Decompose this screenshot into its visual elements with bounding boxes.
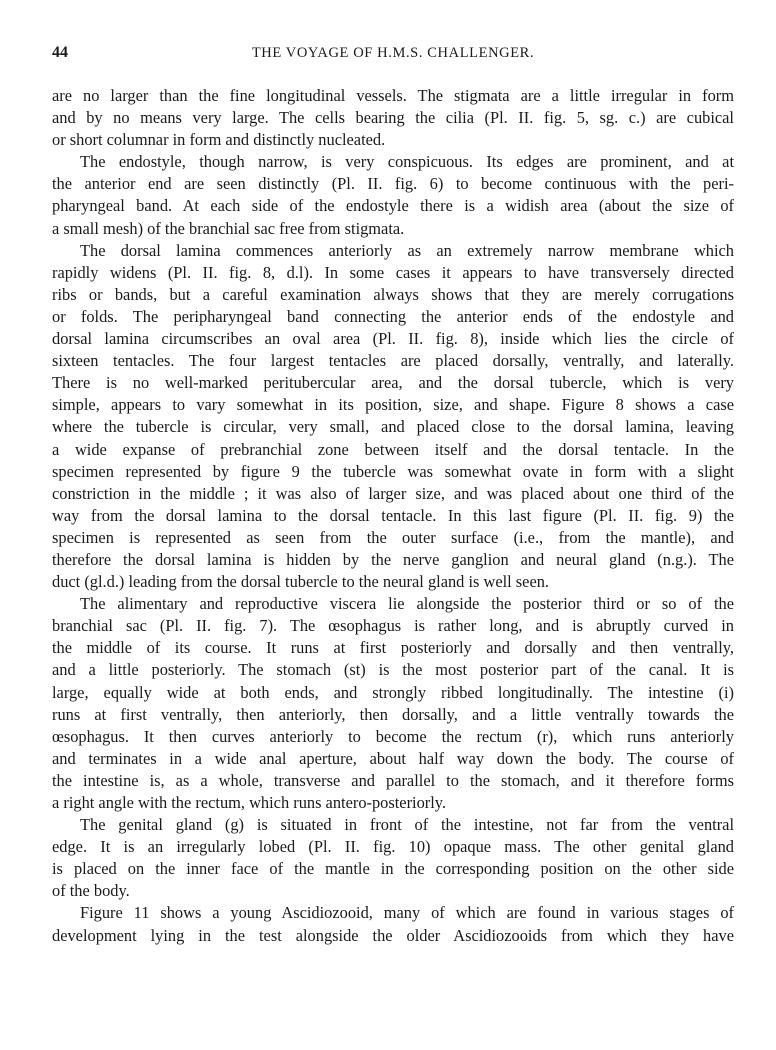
text-line: specimen represented by figure 9 the tubercle was somewhat ovate in form with a slight [52,461,734,481]
text-line: dorsal lamina circumscribes an oval area (Pl. II. fig. 8), inside which lies the circle of [52,329,734,349]
text-line: the intestine is, as a whole, transverse and parallel to the stomach, and it therefore forms [52,770,734,790]
text-line: and terminates in a wide anal aperture, about half way down the body. The course of [52,748,734,768]
text-line: a right angle with the rectum, which runs antero-posteriorly. [52,793,447,812]
page-header [52,42,734,64]
paragraph [52,814,734,902]
text-line: specimen is represented as seen from the outer surface (i.e., from the mantle), and [52,527,734,547]
body-text [52,85,734,947]
text-line: rapidly widens (Pl. II. fig. 8, d.l). In some cases it appears to have transversely directed [52,262,734,282]
text-line: sixteen tentacles. The four largest tentacles are placed dorsally, ventrally, and laterally. [52,351,734,371]
text-line: or short columnar in form and distinctly nucleated. [52,130,386,150]
text-line: way from the dorsal lamina to the dorsal tentacle. In this last figure (Pl. II. fig. 9) the [52,505,734,525]
paragraph [52,902,734,946]
paragraph [52,593,734,814]
text-line: large, equally wide at both ends, and strongly ribbed longitudinally. The intestine (i) [52,682,734,702]
text-line: and a little posteriorly. The stomach (st) is the most posterior part of the canal. It is [52,660,734,680]
text-line: of the body. [52,881,130,901]
text-line: and by no means very large. The cells bearing the cilia (Pl. II. fig. 5, sg. c.) are cubical [52,108,734,128]
running-title: THE VOYAGE OF H.M.S. CHALLENGER. [251,45,535,61]
page-number: 44 [52,44,68,61]
text-line: The alimentary and reproductive viscera lie alongside the posterior third or so of the [80,594,734,614]
text-line: edge. It is an irregularly lobed (Pl. II. fig. 10) opaque mass. The other genital gland [52,837,734,857]
text-line: constriction in the middle ; it was also of larger size, and was placed about one third of the [52,483,734,503]
text-line: simple, appears to vary somewhat in its position, size, and shape. Figure 8 shows a case [52,395,734,415]
text-line: The endostyle, though narrow, is very conspicuous. Its edges are prominent, and at [80,152,734,172]
text-line: the anterior end are seen distinctly (Pl. II. fig. 6) to become continuous with the peri- [52,174,734,194]
text-line: œsophagus. It then curves anteriorly to become the rectum (r), which runs anteriorly [52,726,734,746]
text-line: a small mesh) of the branchial sac free from stigmata. [52,218,405,238]
text-line: runs at first ventrally, then anteriorly, then dorsally, and a little ventrally towards the [52,704,734,724]
text-line: Figure 11 shows a young Ascidiozooid, many of which are found in various stages of [80,903,734,923]
text-line: ribs or bands, but a careful examination always shows that they are merely corrugations [52,284,734,304]
text-line: are no larger than the fine longitudinal vessels. The stigmata are a little irregular in form [52,86,734,105]
text-line: the middle of its course. It runs at first posteriorly and dorsally and then ventrally, [52,638,734,658]
text-line: branchial sac (Pl. II. fig. 7). The œsophagus is rather long, and is abruptly curved in [52,616,734,636]
text-line: pharyngeal band. At each side of the endostyle there is a widish area (about the size of [52,196,734,216]
text-line: a wide expanse of prebranchial zone between itself and the dorsal tentacle. In the [52,439,734,459]
text-line: The dorsal lamina commences anteriorly as an extremely narrow membrane which [80,240,734,260]
text-line: The genital gland (g) is situated in front of the intestine, not far from the ventral [80,815,734,835]
text-line: therefore the dorsal lamina is hidden by the nerve ganglion and neural gland (n.g.). The [52,549,734,569]
text-line: is placed on the inner face of the mantle in the corresponding position on the other side [52,859,734,879]
text-line: duct (gl.d.) leading from the dorsal tubercle to the neural gland is well seen. [52,572,550,592]
text-line: where the tubercle is circular, very small, and placed close to the dorsal lamina, leaving [52,417,734,437]
text-line: There is no well-marked peritubercular area, and the dorsal tubercle, which is very [52,373,734,393]
paragraph [52,151,734,239]
text-line: development lying in the test alongside the older Ascidiozooids from which they have [52,925,734,945]
paragraph [52,85,734,151]
paragraph [52,240,734,594]
text-line: or folds. The peripharyngeal band connecting the anterior ends of the endostyle and [52,306,734,326]
